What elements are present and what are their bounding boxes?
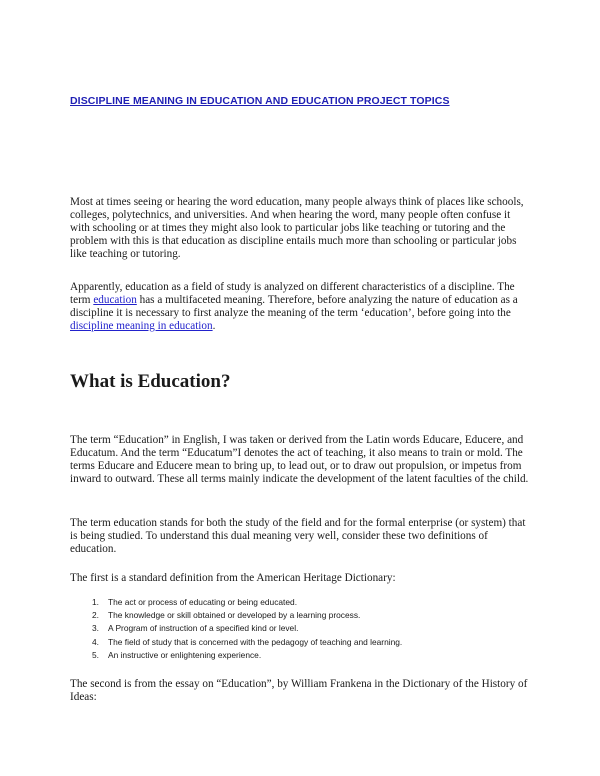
etymology-paragraph: The term “Education” in English, I was taken or derived from the Latin words Educare, Educere, and Educatum. And the term “Educatum”I denotes the act of teaching, it also means to train or mold. The terms Educare and Educere mean to bring up, to lead out, or to draw out propulsion, or impetus from inward to outward. These all terms mainly indicate the development of the latent faculties of the child. — [70, 434, 529, 485]
dual-meaning-paragraph: The term education stands for both the study of the field and for the formal enterprise (or system) that is being studied. To understand this dual meaning very well, consider these two definitions of education. — [70, 517, 526, 555]
paragraph-text: has a multifaceted meaning. Therefore, before analyzing the nature of education as a discipline it is necessary to first analyze the meaning of the term ‘education’, before going into the — [70, 293, 518, 319]
list-item — [70, 596, 532, 609]
list-item-text: The knowledge or skill obtained or developed by a learning process. — [108, 610, 361, 621]
definitions-list — [70, 596, 532, 662]
list-item-text: A Program of instruction of a specified kind or level. — [108, 623, 299, 634]
list-item-text: The act or process of educating or being educated. — [108, 597, 298, 607]
list-item-text: An instructive or enlightening experience. — [108, 649, 262, 660]
list-number: 4. — [92, 636, 99, 647]
document-title-link[interactable]: DISCIPLINE MEANING IN EDUCATION AND EDUCATION PROJECT TOPICS — [70, 95, 450, 107]
list-item-text: The field of study that is concerned with the pedagogy of teaching and learning. — [108, 636, 403, 647]
list-number: 5. — [92, 649, 99, 660]
paragraph-text: Apparently, education as a field of study is analyzed on different characteristics of a discipline. The term — [70, 281, 515, 306]
list-item — [70, 649, 532, 662]
list-number: 1. — [92, 597, 99, 607]
list-item — [70, 636, 532, 649]
section-heading: What is Education? — [70, 371, 231, 392]
intro-paragraph: Most at times seeing or hearing the word education, many people always think of places like schools, colleges, polytechnics, and universities. And when hearing the word, many people often confuse it with schooling or at times they might also look to particular jobs like teaching or tutoring and the problem with this is that education as discipline entails much more than schooling or particular jobs like teaching or tutoring. — [70, 196, 524, 260]
list-number: 2. — [92, 610, 99, 621]
list-item — [70, 622, 532, 635]
second-definition-paragraph: The second is from the essay on “Education”, by William Frankena in the Dictionary of the History of Ideas: — [70, 678, 528, 703]
list-number: 3. — [92, 623, 99, 634]
education-link[interactable]: education — [93, 293, 137, 306]
discipline-paragraph — [70, 281, 532, 333]
definition-intro-paragraph: The first is a standard definition from the American Heritage Dictionary: — [70, 572, 396, 584]
paragraph-text: . — [212, 319, 216, 332]
discipline-meaning-link[interactable]: discipline meaning in education — [70, 319, 213, 332]
list-item — [70, 609, 532, 622]
